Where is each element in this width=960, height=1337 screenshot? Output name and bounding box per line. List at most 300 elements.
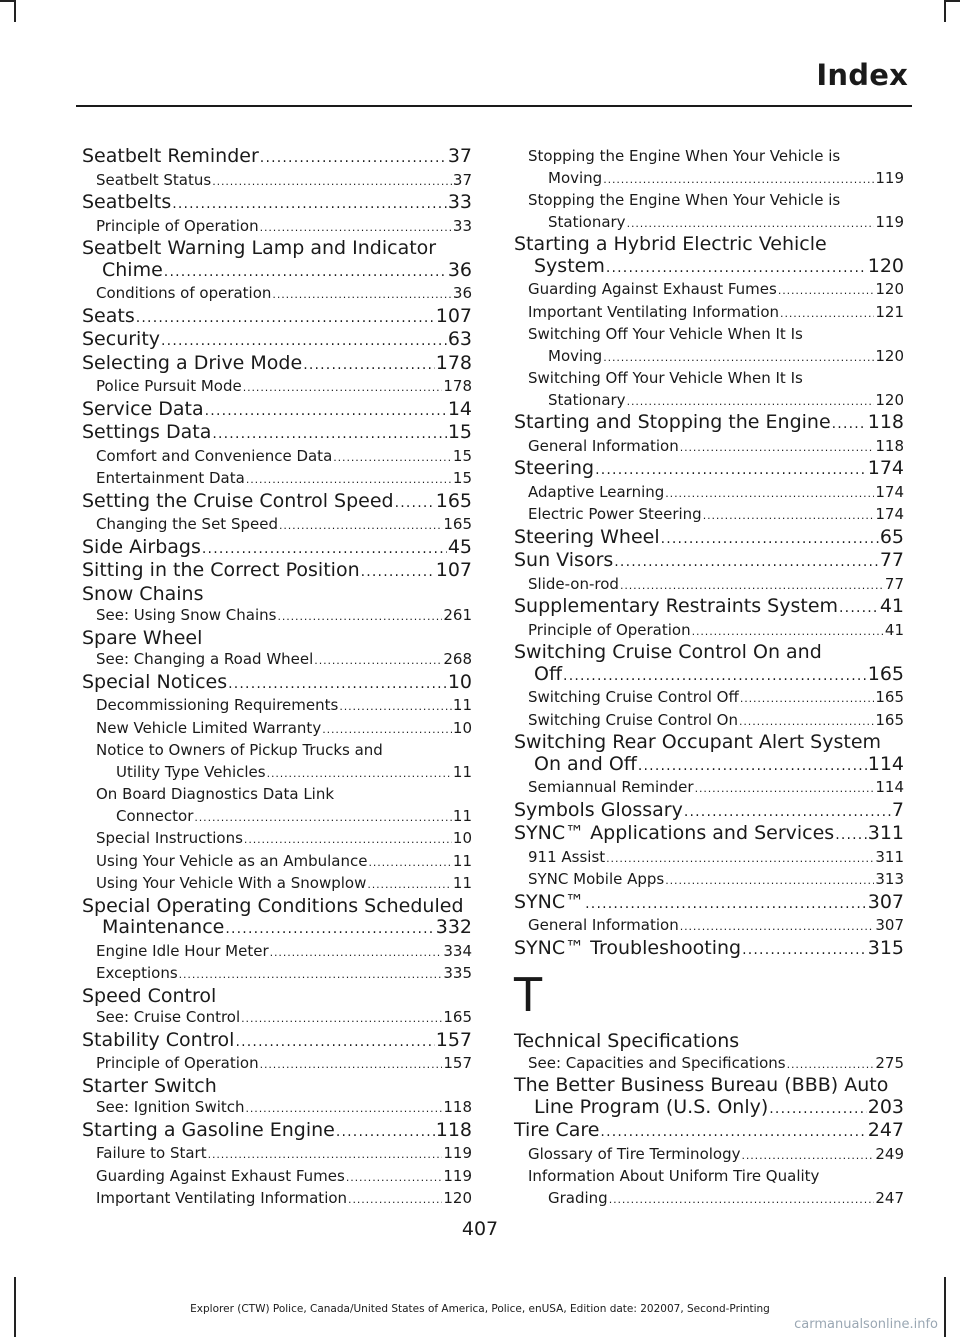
entry-page-number: 37 <box>447 145 472 167</box>
index-subentry[interactable] <box>514 168 904 191</box>
index-subentry[interactable] <box>82 718 472 741</box>
dot-leader <box>339 695 452 718</box>
entry-page-number: 165 <box>875 710 904 729</box>
crop-mark <box>944 0 946 22</box>
index-subentry[interactable] <box>514 1053 904 1076</box>
entry-page-number: 45 <box>447 535 472 558</box>
entry-page-number: 174 <box>875 505 904 523</box>
index-subentry[interactable] <box>82 851 472 874</box>
dot-leader <box>172 192 447 216</box>
entry-page-number: 120 <box>875 346 904 365</box>
index-subentry[interactable] <box>82 963 472 986</box>
entry-label: Switching Off Your Vehicle When It Is <box>528 369 803 387</box>
dot-leader <box>333 446 452 469</box>
entry-label: Principle of Operation <box>96 216 259 235</box>
dot-leader <box>361 560 435 584</box>
index-subentry[interactable] <box>514 368 904 390</box>
entry-page-number: 165 <box>443 515 472 533</box>
entry-label: Information About Uniform Tire Quality <box>528 1167 820 1185</box>
page-number: 407 <box>461 1218 499 1240</box>
entry-page-number: 268 <box>443 650 472 668</box>
index-subentry[interactable] <box>82 446 472 469</box>
dot-leader <box>260 146 447 170</box>
dot-leader <box>346 1166 443 1189</box>
dot-leader <box>680 915 875 938</box>
index-subentry[interactable] <box>82 376 472 399</box>
index-entry[interactable] <box>514 664 904 688</box>
entry-label: Starting and Stopping the Engine <box>514 411 831 433</box>
index-subentry[interactable] <box>514 847 904 870</box>
index-subentry[interactable] <box>514 212 904 235</box>
index-column-right <box>514 146 904 1210</box>
entry-page-number: 10 <box>452 829 472 847</box>
dot-leader <box>769 1097 866 1121</box>
dot-leader <box>212 422 446 446</box>
entry-page-number: 15 <box>452 469 472 487</box>
entry-label: The Better Business Bureau (BBB) Auto <box>514 1074 889 1096</box>
index-entry[interactable] <box>514 527 904 551</box>
entry-label: Special Instructions <box>96 829 243 847</box>
dot-leader <box>620 574 884 597</box>
entry-page-number: 121 <box>875 302 904 321</box>
dot-leader <box>194 806 452 829</box>
index-subentry[interactable] <box>514 1144 904 1167</box>
entry-page-number: 118 <box>435 1118 472 1141</box>
index-subentry[interactable] <box>514 869 904 892</box>
index-entry[interactable] <box>514 1031 904 1053</box>
dot-leader <box>348 1188 442 1211</box>
entry-page-number: 63 <box>447 328 472 350</box>
dot-leader <box>164 260 447 284</box>
dot-leader <box>739 710 874 733</box>
entry-label: General Information <box>528 436 679 455</box>
index-entry[interactable] <box>514 234 904 256</box>
entry-page-number: 178 <box>443 377 472 395</box>
dot-leader <box>595 458 867 482</box>
entry-page-number: 120 <box>443 1189 472 1207</box>
entry-page-number: 11 <box>452 696 472 714</box>
entry-label: Special Notices <box>82 670 228 693</box>
entry-label: Exceptions <box>96 964 178 982</box>
dot-leader <box>260 1053 443 1076</box>
entry-page-number: 14 <box>447 397 472 420</box>
index-entry[interactable] <box>514 256 904 280</box>
entry-label: Important Ventilating Information <box>528 302 780 321</box>
entry-page-number: 118 <box>443 1098 472 1116</box>
dot-leader <box>638 754 867 778</box>
entry-page-number: 120 <box>875 390 904 409</box>
dot-leader <box>244 828 452 851</box>
entry-page-number: 120 <box>867 254 904 277</box>
entry-label: Starting a Gasoline Engine <box>82 1118 335 1141</box>
entry-label: Stationary <box>548 212 626 231</box>
index-entry[interactable] <box>514 596 904 620</box>
dot-leader <box>692 620 884 643</box>
index-entry[interactable] <box>82 560 472 584</box>
index-entry[interactable] <box>514 550 904 574</box>
footer-text: Explorer (CTW) Police, Canada/United States of America, Police, enUSA, Edition date: 202007, Second-Printing <box>190 1303 770 1315</box>
entry-label: Principle of Operation <box>528 620 691 639</box>
index-entry[interactable] <box>82 306 472 330</box>
entry-page-number: 11 <box>452 874 472 892</box>
index-entry[interactable] <box>82 238 472 260</box>
dot-leader <box>740 687 875 710</box>
entry-page-number: 118 <box>875 436 904 455</box>
entry-label: 911 Assist <box>528 847 606 866</box>
entry-page-number: 119 <box>875 212 904 231</box>
dot-leader <box>225 917 434 941</box>
index-entry[interactable] <box>514 800 904 824</box>
dot-leader <box>684 800 891 824</box>
crop-mark <box>14 0 16 22</box>
index-entry[interactable] <box>82 628 472 650</box>
entry-page-number: 120 <box>875 280 904 298</box>
entry-label: SYNC™ <box>514 890 585 913</box>
entry-label: Grading <box>548 1188 608 1207</box>
entry-page-number: 311 <box>867 822 904 844</box>
entry-page-number: 77 <box>879 549 904 571</box>
entry-page-number: 11 <box>452 762 472 781</box>
entry-page-number: 119 <box>443 1166 472 1185</box>
entry-label: Moving <box>548 168 603 187</box>
index-entry[interactable] <box>82 917 472 941</box>
index-subentry[interactable] <box>514 390 904 413</box>
index-subentry[interactable] <box>514 324 904 346</box>
entry-page-number: 119 <box>443 1144 472 1162</box>
index-entry[interactable] <box>82 192 472 216</box>
entry-page-number: 157 <box>435 1028 472 1051</box>
index-subentry[interactable] <box>82 1053 472 1076</box>
entry-label: Notice to Owners of Pickup Trucks and <box>96 741 383 759</box>
index-entry[interactable] <box>82 1076 472 1098</box>
entry-page-number: 335 <box>443 964 472 982</box>
index-entry[interactable] <box>82 353 472 377</box>
index-subentry[interactable] <box>514 482 904 505</box>
entry-label: System <box>534 254 605 277</box>
dot-leader <box>780 302 874 325</box>
dot-leader <box>627 390 875 413</box>
entry-label: See: Changing a Road Wheel <box>96 650 314 668</box>
entry-label: Maintenance <box>102 916 225 938</box>
entry-page-number: 247 <box>875 1188 904 1207</box>
index-subentry[interactable] <box>82 1007 472 1030</box>
entry-label: Changing the Set Speed <box>96 515 278 533</box>
entry-page-number: 261 <box>443 606 472 624</box>
entry-page-number: 15 <box>452 446 472 465</box>
entry-label: Starter Switch <box>82 1074 217 1097</box>
dot-leader <box>270 941 443 964</box>
index-subentry[interactable] <box>514 574 904 597</box>
index-entry[interactable] <box>82 491 472 515</box>
dot-leader <box>279 514 442 537</box>
entry-label: Comfort and Convenience Data <box>96 446 333 465</box>
index-entry[interactable] <box>514 938 904 962</box>
entry-label: Switching Rear Occupant Alert System <box>514 731 882 753</box>
index-subentry[interactable] <box>514 620 904 643</box>
entry-label: Line Program (U.S. Only) <box>534 1095 769 1118</box>
index-subentry[interactable] <box>82 216 472 239</box>
entry-label: Sun Visors <box>514 549 614 571</box>
entry-page-number: 41 <box>879 595 904 617</box>
index-entry[interactable] <box>82 896 472 918</box>
index-subentry[interactable] <box>82 828 472 851</box>
dot-leader <box>703 504 875 527</box>
entry-label: Utility Type Vehicles <box>116 762 266 781</box>
index-entry[interactable] <box>514 823 904 847</box>
index-entry[interactable] <box>514 732 904 754</box>
index-subentry[interactable] <box>82 784 472 806</box>
entry-page-number: 37 <box>452 170 472 189</box>
entry-page-number: 311 <box>875 847 904 866</box>
entry-label: Settings Data <box>82 421 212 443</box>
entry-label: Supplementary Restraints System <box>514 595 839 617</box>
dot-leader <box>202 537 447 561</box>
index-subentry[interactable] <box>514 915 904 938</box>
index-subentry[interactable] <box>82 873 472 896</box>
entry-label: Starting a Hybrid Electric Vehicle <box>514 233 827 255</box>
entry-page-number: 165 <box>443 1008 472 1026</box>
entry-label: Service Data <box>82 397 204 420</box>
entry-label: Seatbelt Status <box>96 170 212 189</box>
entry-label: Setting the Cruise Control Speed <box>82 489 394 512</box>
dot-leader <box>277 605 442 628</box>
entry-label: See: Ignition Switch <box>96 1098 245 1116</box>
entry-label: Engine Idle Hour Meter <box>96 941 269 960</box>
entry-page-number: 36 <box>452 284 472 302</box>
entry-label: Seatbelt Warning Lamp and Indicator <box>82 237 437 259</box>
index-subentry[interactable] <box>82 1143 472 1166</box>
index-subentry[interactable] <box>82 941 472 964</box>
dot-leader <box>627 212 875 235</box>
entry-label: Spare Wheel <box>82 626 203 649</box>
index-subentry[interactable] <box>514 436 904 459</box>
index-subentry[interactable] <box>514 1166 904 1188</box>
index-entry[interactable] <box>82 422 472 446</box>
index-subentry[interactable] <box>514 302 904 325</box>
index-subentry[interactable] <box>514 504 904 527</box>
entry-label: Stationary <box>548 390 626 409</box>
crop-mark <box>0 0 14 2</box>
index-entry[interactable] <box>82 399 472 423</box>
entry-label: Entertainment Data <box>96 469 245 487</box>
dot-leader <box>314 649 442 672</box>
entry-label: Decommissioning Requirements <box>96 696 339 714</box>
index-subentry[interactable] <box>82 468 472 491</box>
dot-leader <box>606 256 867 280</box>
entry-label: See: Using Snow Chains <box>96 606 277 624</box>
entry-page-number: 33 <box>447 191 472 213</box>
index-subentry[interactable] <box>82 762 472 785</box>
entry-label: SYNC Mobile Apps <box>528 870 665 888</box>
index-subentry[interactable] <box>514 687 904 710</box>
entry-page-number: 307 <box>867 890 904 913</box>
entry-label: Selecting a Drive Mode <box>82 351 303 374</box>
dot-leader <box>614 550 879 574</box>
index-entry[interactable] <box>82 584 472 606</box>
entry-label: Tire Care <box>514 1119 600 1141</box>
entry-page-number: 10 <box>452 718 472 737</box>
dot-leader <box>839 596 879 620</box>
entry-label: Connector <box>116 806 194 825</box>
index-subentry[interactable] <box>82 283 472 306</box>
entry-label: Principle of Operation <box>96 1054 259 1072</box>
index-subentry[interactable] <box>82 170 472 193</box>
dot-leader <box>336 1120 435 1144</box>
index-subentry[interactable] <box>514 346 904 369</box>
index-entry[interactable] <box>82 329 472 353</box>
index-entry[interactable] <box>82 986 472 1008</box>
dot-leader <box>241 1007 442 1030</box>
index-entry[interactable] <box>82 260 472 284</box>
entry-label: Important Ventilating Information <box>96 1189 348 1207</box>
index-subentry[interactable] <box>82 514 472 537</box>
entry-label: Police Pursuit Mode <box>96 377 242 395</box>
dot-leader <box>260 216 452 239</box>
entry-label: SYNC™ Troubleshooting <box>514 936 742 959</box>
entry-page-number: 275 <box>875 1053 904 1072</box>
entry-label: Speed Control <box>82 984 217 1007</box>
entry-label: Technical Specifications <box>514 1030 740 1052</box>
index-subentry[interactable] <box>82 1097 472 1120</box>
entry-label: Conditions of operation <box>96 284 272 302</box>
dot-leader <box>272 283 451 306</box>
entry-label: Stopping the Engine When Your Vehicle is <box>528 191 841 209</box>
index-entry[interactable] <box>514 642 904 664</box>
entry-page-number: 165 <box>435 489 472 512</box>
index-entry[interactable] <box>82 146 472 170</box>
entry-page-number: 118 <box>867 411 904 433</box>
index-subentry[interactable] <box>514 190 904 212</box>
entry-page-number: 334 <box>443 941 472 960</box>
index-entry[interactable] <box>514 1075 904 1097</box>
dot-leader <box>205 399 447 423</box>
index-subentry[interactable] <box>82 649 472 672</box>
entry-page-number: 77 <box>884 574 904 593</box>
entry-label: On Board Diagnostics Data Link <box>96 785 335 803</box>
index-entry[interactable] <box>514 458 904 482</box>
index-entry[interactable] <box>82 672 472 696</box>
entry-page-number: 315 <box>867 936 904 959</box>
dot-leader <box>235 1030 434 1054</box>
entry-label: Switching Cruise Control On <box>528 710 738 729</box>
crop-mark <box>946 0 960 2</box>
index-entry[interactable] <box>82 537 472 561</box>
entry-label: Guarding Against Exhaust Fumes <box>96 1166 345 1185</box>
dot-leader <box>303 353 435 377</box>
dot-leader <box>267 762 452 785</box>
index-entry[interactable] <box>514 412 904 436</box>
entry-label: Using Your Vehicle as an Ambulance <box>96 851 368 870</box>
entry-page-number: 10 <box>447 670 472 693</box>
entry-label: Steering Wheel <box>514 525 660 548</box>
entry-label: Using Your Vehicle With a Snowplow <box>96 874 367 892</box>
dot-leader <box>661 527 879 551</box>
dot-leader <box>395 491 435 515</box>
entry-page-number: 107 <box>435 559 472 581</box>
index-entry[interactable] <box>514 892 904 916</box>
index-letter-heading: T <box>514 968 543 1022</box>
index-entry[interactable] <box>514 1120 904 1144</box>
dot-leader <box>741 1144 874 1167</box>
entry-page-number: 165 <box>875 688 904 706</box>
entry-label: Switching Cruise Control Off <box>528 688 739 706</box>
entry-label: Adaptive Learning <box>528 482 665 501</box>
entry-label: Seatbelt Reminder <box>82 145 259 167</box>
entry-page-number: 174 <box>867 457 904 479</box>
dot-leader <box>228 672 447 696</box>
entry-label: Chime <box>102 258 163 281</box>
index-subentry[interactable] <box>82 1188 472 1211</box>
index-subentry[interactable] <box>82 605 472 628</box>
entry-label: Switching Cruise Control On and <box>514 641 822 663</box>
entry-label: Electric Power Steering <box>528 505 702 523</box>
index-entry[interactable] <box>82 1030 472 1054</box>
entry-page-number: 203 <box>867 1095 904 1118</box>
index-entry[interactable] <box>82 1120 472 1144</box>
entry-page-number: 36 <box>447 258 472 281</box>
entry-label: Slide-on-rod <box>528 574 619 593</box>
dot-leader <box>832 412 867 436</box>
dot-leader <box>136 306 435 330</box>
dot-leader <box>368 851 451 874</box>
dot-leader <box>609 1188 875 1211</box>
dot-leader <box>161 329 447 353</box>
entry-page-number: 119 <box>875 168 904 187</box>
dot-leader <box>243 376 443 399</box>
watermark: carmanualsonline.info <box>794 1317 938 1332</box>
dot-leader <box>246 1097 443 1120</box>
index-subentry[interactable] <box>514 1188 904 1211</box>
index-subentry[interactable] <box>82 740 472 762</box>
entry-page-number: 174 <box>875 482 904 501</box>
entry-page-number: 307 <box>875 916 904 934</box>
index-entry[interactable] <box>514 754 904 778</box>
dot-leader <box>212 170 452 193</box>
entry-page-number: 7 <box>891 798 904 821</box>
dot-leader <box>665 482 874 505</box>
dot-leader <box>606 847 874 870</box>
entry-page-number: 65 <box>879 525 904 548</box>
index-subentry[interactable] <box>514 279 904 302</box>
entry-page-number: 165 <box>867 662 904 685</box>
index-subentry[interactable] <box>514 710 904 733</box>
entry-label: Switching Off Your Vehicle When It Is <box>528 325 803 343</box>
index-subentry[interactable] <box>82 695 472 718</box>
index-subentry[interactable] <box>82 1166 472 1189</box>
dot-leader <box>680 436 875 459</box>
dot-leader <box>563 664 867 688</box>
entry-page-number: 157 <box>443 1054 472 1072</box>
index-subentry[interactable] <box>82 806 472 829</box>
entry-label: Sitting in the Correct Position <box>82 559 360 581</box>
entry-label: New Vehicle Limited Warranty <box>96 718 322 737</box>
entry-label: Guarding Against Exhaust Fumes <box>528 280 777 298</box>
dot-leader <box>665 869 874 892</box>
entry-page-number: 107 <box>435 304 472 327</box>
entry-label: Stopping the Engine When Your Vehicle is <box>528 147 841 165</box>
entry-label: Snow Chains <box>82 582 204 605</box>
dot-leader <box>603 346 874 369</box>
entry-label: SYNC™ Applications and Services <box>514 822 835 844</box>
entry-label: Off <box>534 662 563 685</box>
index-entry[interactable] <box>514 1097 904 1121</box>
index-subentry[interactable] <box>514 146 904 168</box>
header-divider <box>76 105 912 107</box>
entry-label: Security <box>82 328 161 350</box>
index-subentry[interactable] <box>514 777 904 800</box>
entry-label: Stability Control <box>82 1028 235 1051</box>
entry-label: Moving <box>548 346 603 365</box>
